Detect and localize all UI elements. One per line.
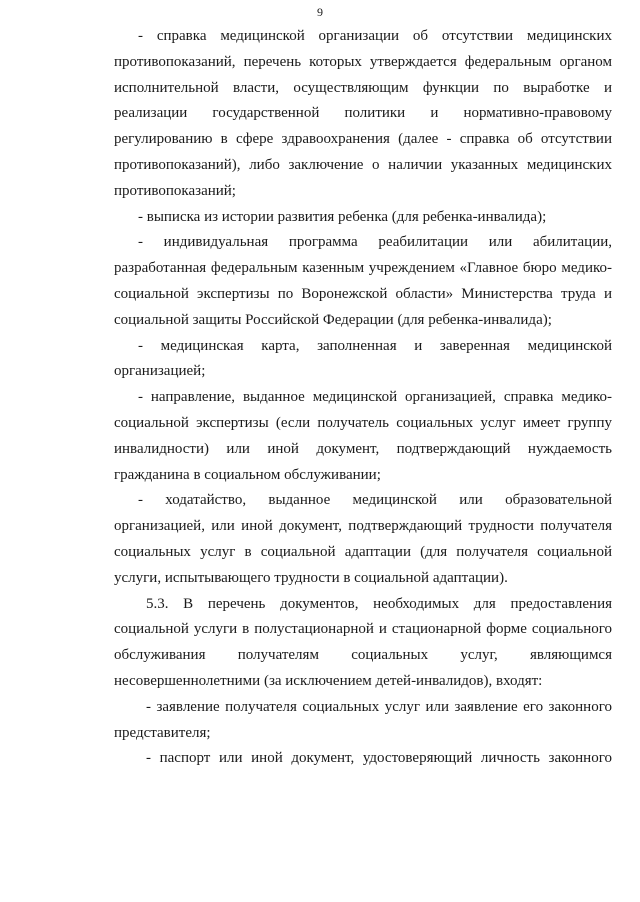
paragraph-application: - заявление получателя социальных услуг или заявление его законного представителя; [114,698,612,741]
page-number: 9 [317,5,323,19]
paragraph-medical-card: - медицинская карта, заполненная и заверенная медицинской организацией; [114,337,612,380]
paragraph-child-history-extract: - выписка из истории развития ребенка (для ребенка-инвалида); [138,208,547,225]
document-body [114,24,612,772]
paragraph-rehabilitation-program: - индивидуальная программа реабилитации или абилитации, разработанная федеральным казенным учреждением «Главное бюро медико-социальной экспертизы по Воронежской области» Министерства труда и социальной защиты Российской Федерации (для ребенка-инвалида); [114,234,612,328]
paragraph-section-5-3: 5.3. В перечень документов, необходимых для предоставления социальной услуги в полустационарной и стационарной форме социального обслуживания получателям социальных услуг, являющимся несовершеннолетними (за исключением детей-инвалидов), входят: [114,595,612,689]
paragraph-referral: - направление, выданное медицинской организацией, справка медико-социальной экспертизы (если получатель социальных услуг имеет группу инвалидности) или иной документ, подтверждающий нуждаемость гражданина в социальном обслуживании; [114,389,612,483]
paragraph-medical-certificate: - справка медицинской организации об отсутствии медицинских противопоказаний, перечень которых утверждается федеральным органом исполнительной власти, осуществляющим функции по выработке и реализации государственной политики и нормативно-правовому регулированию в сфере здравоохранения (далее - справка об отсутствии противопоказаний), либо заключение о наличии указанных медицинских противопоказаний; [114,28,612,199]
paragraph-passport: - паспорт или иной документ, удостоверяющий личность законного [146,750,612,767]
paragraph-petition: - ходатайство, выданное медицинской или образовательной организацией, или иной документ, подтверждающий трудности получателя социальных услуг в социальной адаптации (для получателя социальной услуги, испытывающего трудности в социальной адаптации). [114,492,612,586]
